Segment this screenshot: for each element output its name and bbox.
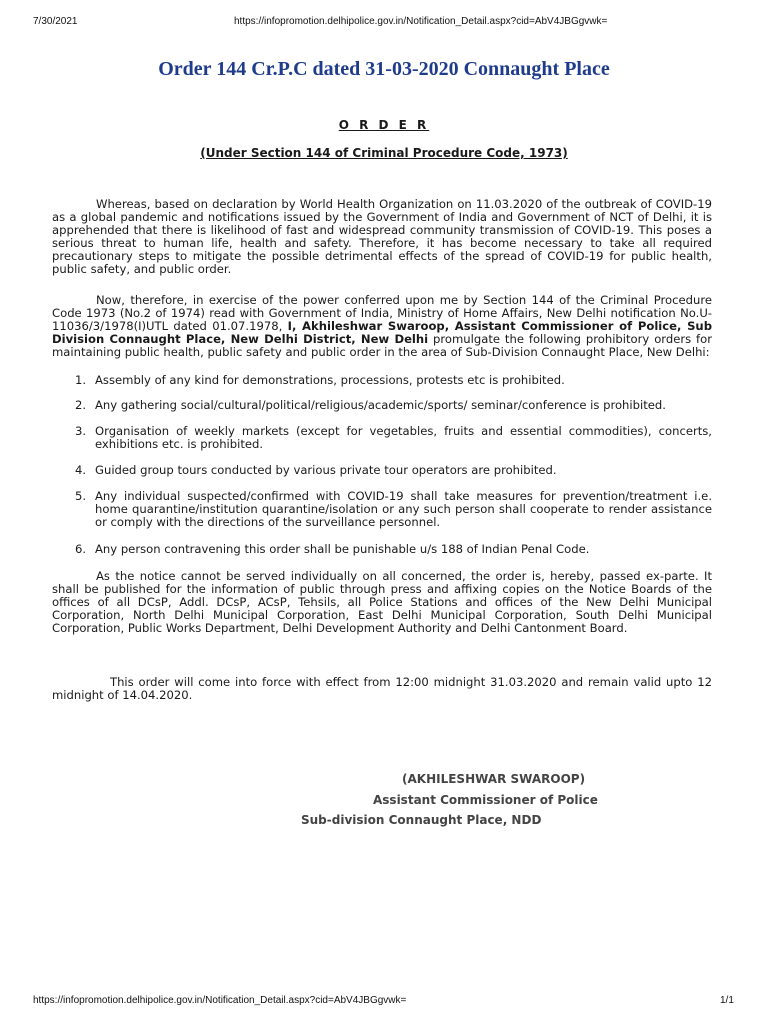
list-item	[75, 490, 712, 529]
paragraph-validity: This order will come into force with effect from 12:00 midnight 31.03.2020 and remain valid upto 12 midnight of 14.04.2020.	[52, 675, 712, 702]
list-item	[75, 543, 712, 556]
page-title: Order 144 Cr.P.C dated 31-03-2020 Connaught Place	[158, 58, 610, 80]
list-item-number: 2.	[75, 398, 87, 412]
print-date: 7/30/2021	[33, 16, 78, 27]
paragraph-now-therefore-end: promulgate the following prohibitory orders for maintaining public health, public safety and public order in the area of Sub-Division Connaught Place, New Delhi:	[52, 332, 713, 359]
list-item-number: 3.	[75, 424, 87, 438]
print-footer-url: https://infopromotion.delhipolice.gov.in/Notification_Detail.aspx?cid=AbV4JBGgvwk=	[33, 995, 407, 1006]
order-subheading: (Under Section 144 of Criminal Procedure Code, 1973)	[200, 146, 568, 160]
paragraph-publication: As the notice cannot be served individually on all concerned, the order is, hereby, passed ex-parte. It shall be published for the information of public through press and affixing copies on the Notice Boards of the offices of all DCsP, Addl. DCsP, ACsP, Tehsils, all Police Stations and offices of the New Delhi Municipal Corporation, North Delhi Municipal Corporation, East Delhi Municipal Corporation, South Delhi Municipal Corporation, Public Works Department, Delhi Development Authority and Delhi Cantonment Board.	[52, 569, 712, 635]
list-item	[75, 374, 712, 387]
paragraph-now-therefore-authority: I, Akhileshwar Swaroop, Assistant Commissioner of Police, Sub Division Connaught Place, New Delhi District, New Delhi	[52, 319, 712, 346]
paragraph-now-therefore-start: Now, therefore, in exercise of the power conferred upon me by Section 144 of the Criminal Procedure Code 1973 (No.2 of 1974) read with Government of India, Ministry of Home Affairs, New Delhi notification No.U-11036/3/1978(I)UTL dated 01.07.1978,	[52, 293, 712, 333]
paragraph-whereas: Whereas, based on declaration by World Health Organization on 11.03.2020 of the outbreak of COVID-19 as a global pandemic and notifications issued by the Government of India and Government of NCT of Delhi, it is apprehended that there is likelihood of fast and widespread community transmission of COVID-19. This poses a serious threat to human life, health and safety. Therefore, it has become necessary to take all required precautionary steps to mitigate the possible detrimental effects of the spread of COVID-19 for public health, public safety, and public order.	[52, 197, 712, 276]
list-item	[75, 464, 712, 477]
order-heading: O R D E R	[338, 118, 430, 132]
signatory-designation: Assistant Commissioner of Police	[373, 793, 598, 807]
list-item-text: Any individual suspected/confirmed with COVID-19 shall take measures for prevention/treatment i.e. home quarantine/institution quarantine/isolation or any such person shall cooperate to render assistance or comply with the directions of the surveillance personnel.	[95, 489, 712, 529]
list-item-text: Guided group tours conducted by various private tour operators are prohibited.	[95, 463, 557, 477]
list-item-text: Organisation of weekly markets (except for vegetables, fruits and essential commodities), concerts, exhibitions etc. is prohibited.	[95, 424, 712, 451]
list-item-number: 1.	[75, 373, 87, 387]
list-item-text: Any person contravening this order shall be punishable u/s 188 of Indian Penal Code.	[95, 542, 590, 556]
list-item-text: Assembly of any kind for demonstrations, processions, protests etc is prohibited.	[95, 373, 565, 387]
list-item-number: 6.	[75, 542, 87, 556]
list-item	[75, 399, 712, 412]
list-item-number: 5.	[75, 489, 87, 503]
list-item-text: Any gathering social/cultural/political/religious/academic/sports/ seminar/conference is prohibited.	[95, 398, 666, 412]
signatory-office: Sub-division Connaught Place, NDD	[301, 813, 542, 827]
page-number: 1/1	[720, 995, 734, 1006]
paragraph-now-therefore	[52, 294, 712, 359]
list-item-number: 4.	[75, 463, 87, 477]
signatory-name: (AKHILESHWAR SWAROOP)	[402, 772, 586, 786]
list-item	[75, 425, 712, 451]
print-header-url: https://infopromotion.delhipolice.gov.in/Notification_Detail.aspx?cid=AbV4JBGgvwk=	[234, 16, 608, 27]
